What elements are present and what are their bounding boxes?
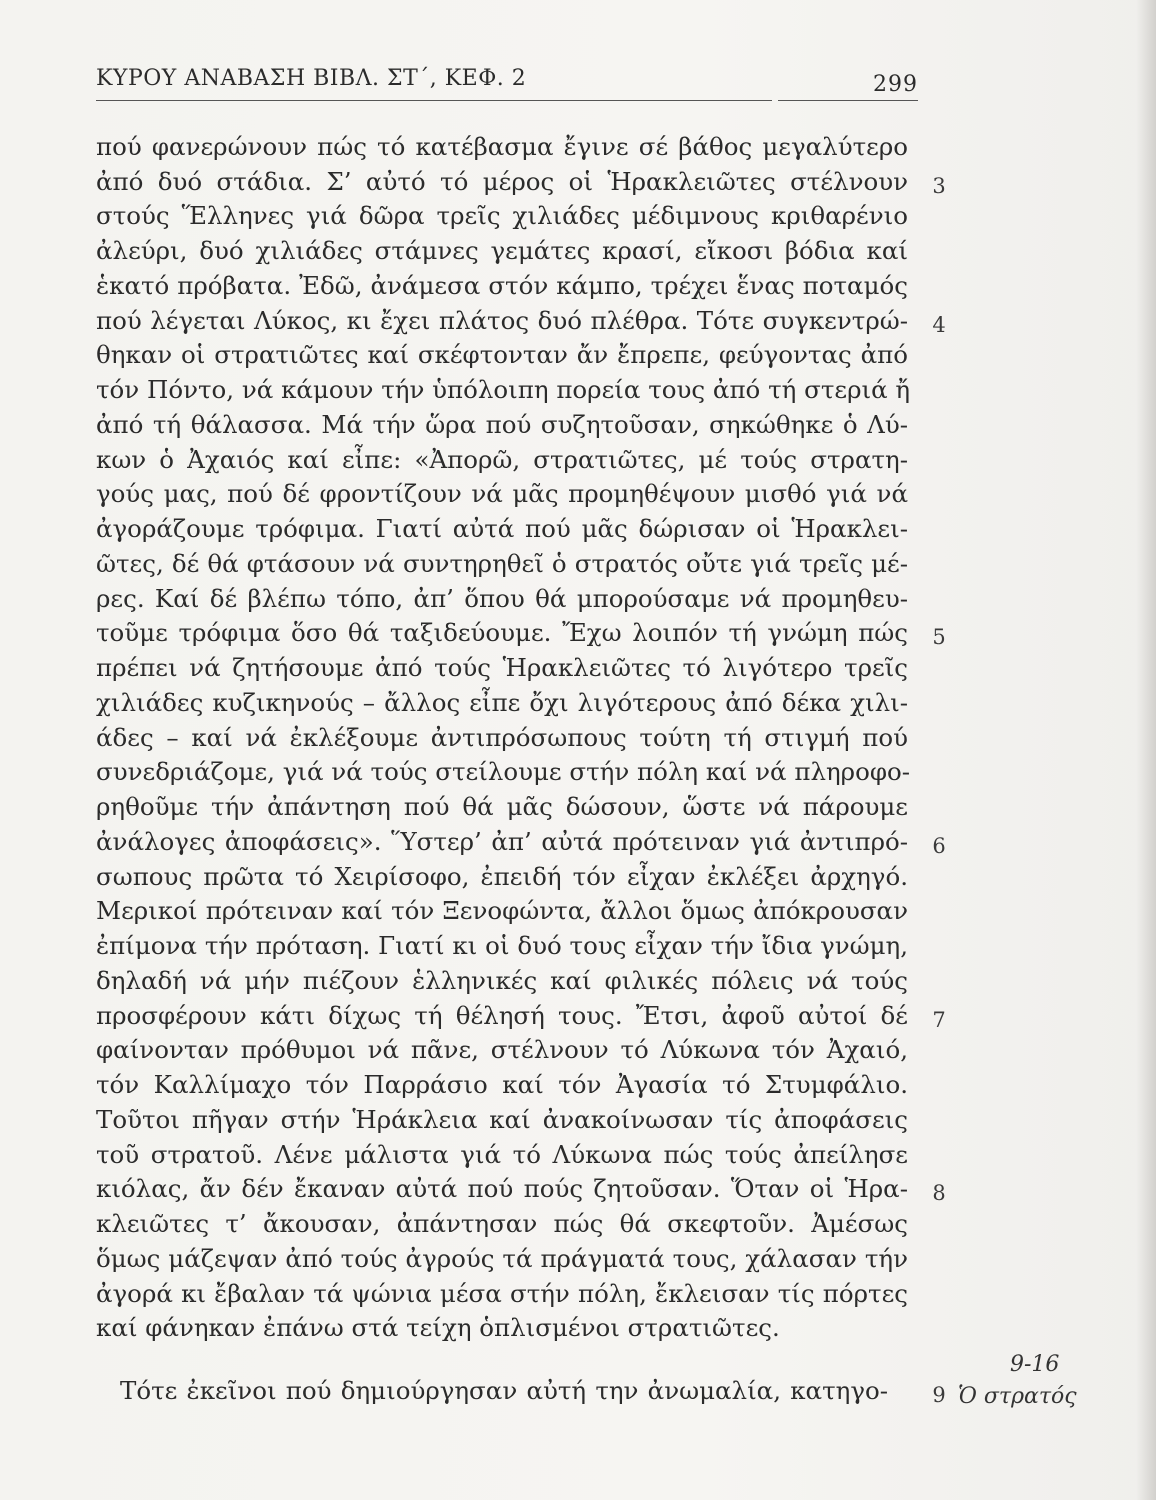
text-line: συνεδριάζομε, γιά νά τούς στείλουμε στήν πόλη καί νά πληροφο- (96, 757, 911, 786)
text-line: ἀγοράζουμε τρόφιμα. Γιατί αὐτά πού μᾶς δώρισαν οἱ Ἡρακλει- (96, 514, 908, 543)
text-line: τοῦμε τρόφιμα ὅσο θά ταξιδεύουμε. Ἔχω λοιπόν τή γνώμη πώς (96, 618, 908, 647)
section-number: 5 (932, 625, 946, 649)
text-line: φαίνονταν πρόθυμοι νά πᾶνε, στέλνουν τό Λύκωνα τόν Ἀχαιό, (96, 1035, 908, 1064)
page-edge-shadow (1136, 0, 1156, 1500)
text-line: τόν Καλλίμαχο τόν Παρράσιο καί τόν Ἀγασία τό Στυμφάλιο. (96, 1070, 908, 1099)
text-line: προσφέρουν κάτι δίχως τή θέλησή τους. Ἔτσι, ἀφοῦ αὐτοί δέ (96, 1001, 908, 1030)
page-number: 299 (873, 72, 918, 97)
text-line: πού φανερώνουν πώς τό κατέβασμα ἔγινε σέ βάθος μεγαλύτερο (96, 132, 908, 161)
text-line: πρέπει νά ζητήσουμε ἀπό τούς Ἡρακλειῶτες τό λιγότερο τρεῖς (96, 653, 908, 682)
text-line: Μερικοί πρότειναν καί τόν Ξενοφώντα, ἄλλοι ὅμως ἀπόκρουσαν (96, 896, 908, 925)
text-line: ῶτες, δέ θά φτάσουν νά συντηρηθεῖ ὁ στρατός οὔτε γιά τρεῖς μέ- (96, 549, 908, 578)
side-note-heading: Ὁ στρατός (958, 1384, 1077, 1409)
text-line-paragraph-start: Τότε ἐκεῖνοι πού δημιούργησαν αὐτή την ἀνωμαλία, κατηγο- (120, 1376, 888, 1405)
text-line: κων ὁ Ἀχαιός καί εἶπε: «Ἀπορῶ, στρατιῶτες, μέ τούς στρατη- (96, 445, 908, 474)
text-line: άδες – καί νά ἐκλέξουμε ἀντιπρόσωπους τούτη τή στιγμή πού (96, 723, 908, 752)
text-line: πού λέγεται Λύκος, κι ἔχει πλάτος δυό πλέθρα. Τότε συγκεντρώ- (96, 306, 908, 335)
text-line: ἀπό δυό στάδια. Σ’ αὐτό τό μέρος οἱ Ἡρακλειῶτες στέλνουν (96, 167, 908, 196)
text-line: γούς μας, πού δέ φροντίζουν νά μᾶς προμηθέψουν μισθό γιά νά (96, 479, 908, 508)
section-number: 4 (932, 313, 946, 337)
side-note-range: 9-16 (1010, 1352, 1060, 1377)
section-number: 7 (932, 1008, 946, 1032)
text-line-paragraph-end: καί φάνηκαν ἐπάνω στά τείχη ὁπλισμένοι στρατιῶτες. (96, 1313, 780, 1342)
text-line: κλειῶτες τ’ ἄκουσαν, ἀπάντησαν πώς θά σκεφτοῦν. Ἀμέσως (96, 1209, 908, 1238)
text-line: ἀνάλογες ἀποφάσεις». Ὕστερ’ ἀπ’ αὐτά πρότειναν γιά ἀντιπρό- (96, 827, 908, 856)
text-line: σωπους πρῶτα τό Χειρίσοφο, ἐπειδή τόν εἶχαν ἐκλέξει ἀρχηγό. (96, 862, 908, 891)
header-rule (96, 100, 772, 101)
running-title: ΚΥΡΟΥ ΑΝΑΒΑΣΗ ΒΙΒΛ. ΣΤ΄, ΚΕΦ. 2 (96, 66, 527, 91)
section-number: 8 (932, 1181, 946, 1205)
text-line: ρες. Καί δέ βλέπω τόπο, ἀπ’ ὅπου θά μπορούσαμε νά προμηθευ- (96, 584, 908, 613)
header-rule-right (778, 100, 918, 101)
text-line: τοῦ στρατοῦ. Λένε μάλιστα γιά τό Λύκωνα πώς τούς ἀπείλησε (96, 1140, 908, 1169)
text-line: στούς Ἕλληνες γιά δῶρα τρεῖς χιλιάδες μέδιμνους κριθαρένιο (96, 201, 908, 230)
text-line: χιλιάδες κυζικηνούς – ἄλλος εἶπε ὄχι λιγότερους ἀπό δέκα χιλι- (96, 688, 908, 717)
text-line: ἀγορά κι ἔβαλαν τά ψώνια μέσα στήν πόλη, ἔκλεισαν τίς πόρτες (96, 1279, 908, 1308)
section-number: 3 (932, 174, 946, 198)
text-line: ρηθοῦμε τήν ἀπάντηση πού θά μᾶς δώσουν, ὥστε νά πάρουμε (96, 792, 908, 821)
text-line: ἑκατό πρόβατα. Ἐδῶ, ἀνάμεσα στόν κάμπο, τρέχει ἕνας ποταμός (96, 271, 908, 300)
text-line: ἀπό τή θάλασσα. Μά τήν ὥρα πού συζητοῦσαν, σηκώθηκε ὁ Λύ- (96, 410, 908, 439)
section-number: 6 (932, 834, 946, 858)
page-header (96, 66, 918, 100)
text-line: τόν Πόντο, νά κάμουν τήν ὑπόλοιπη πορεία τους ἀπό τή στεριά ἤ (96, 375, 911, 404)
text-line: ἐπίμονα τήν πρόταση. Γιατί κι οἱ δυό τους εἶχαν τήν ἴδια γνώμη, (96, 931, 908, 960)
text-line: Τοῦτοι πῆγαν στήν Ἡράκλεια καί ἀνακοίνωσαν τίς ἀποφάσεις (96, 1105, 908, 1134)
section-number: 9 (932, 1383, 946, 1407)
text-line: ὅμως μάζεψαν ἀπό τούς ἀγρούς τά πράγματά τους, χάλασαν τήν (96, 1244, 908, 1273)
text-line: κιόλας, ἄν δέν ἔκαναν αὐτά πού πούς ζητοῦσαν. Ὅταν οἱ Ἡρα- (96, 1174, 908, 1203)
text-line: ἀλεύρι, δυό χιλιάδες στάμνες γεμάτες κρασί, εἴκοσι βόδια καί (96, 236, 908, 265)
text-line: δηλαδή νά μήν πιέζουν ἑλληνικές καί φιλικές πόλεις νά τούς (96, 966, 908, 995)
text-line: θηκαν οἱ στρατιῶτες καί σκέφτονταν ἄν ἔπρεπε, φεύγοντας ἀπό (96, 340, 908, 369)
